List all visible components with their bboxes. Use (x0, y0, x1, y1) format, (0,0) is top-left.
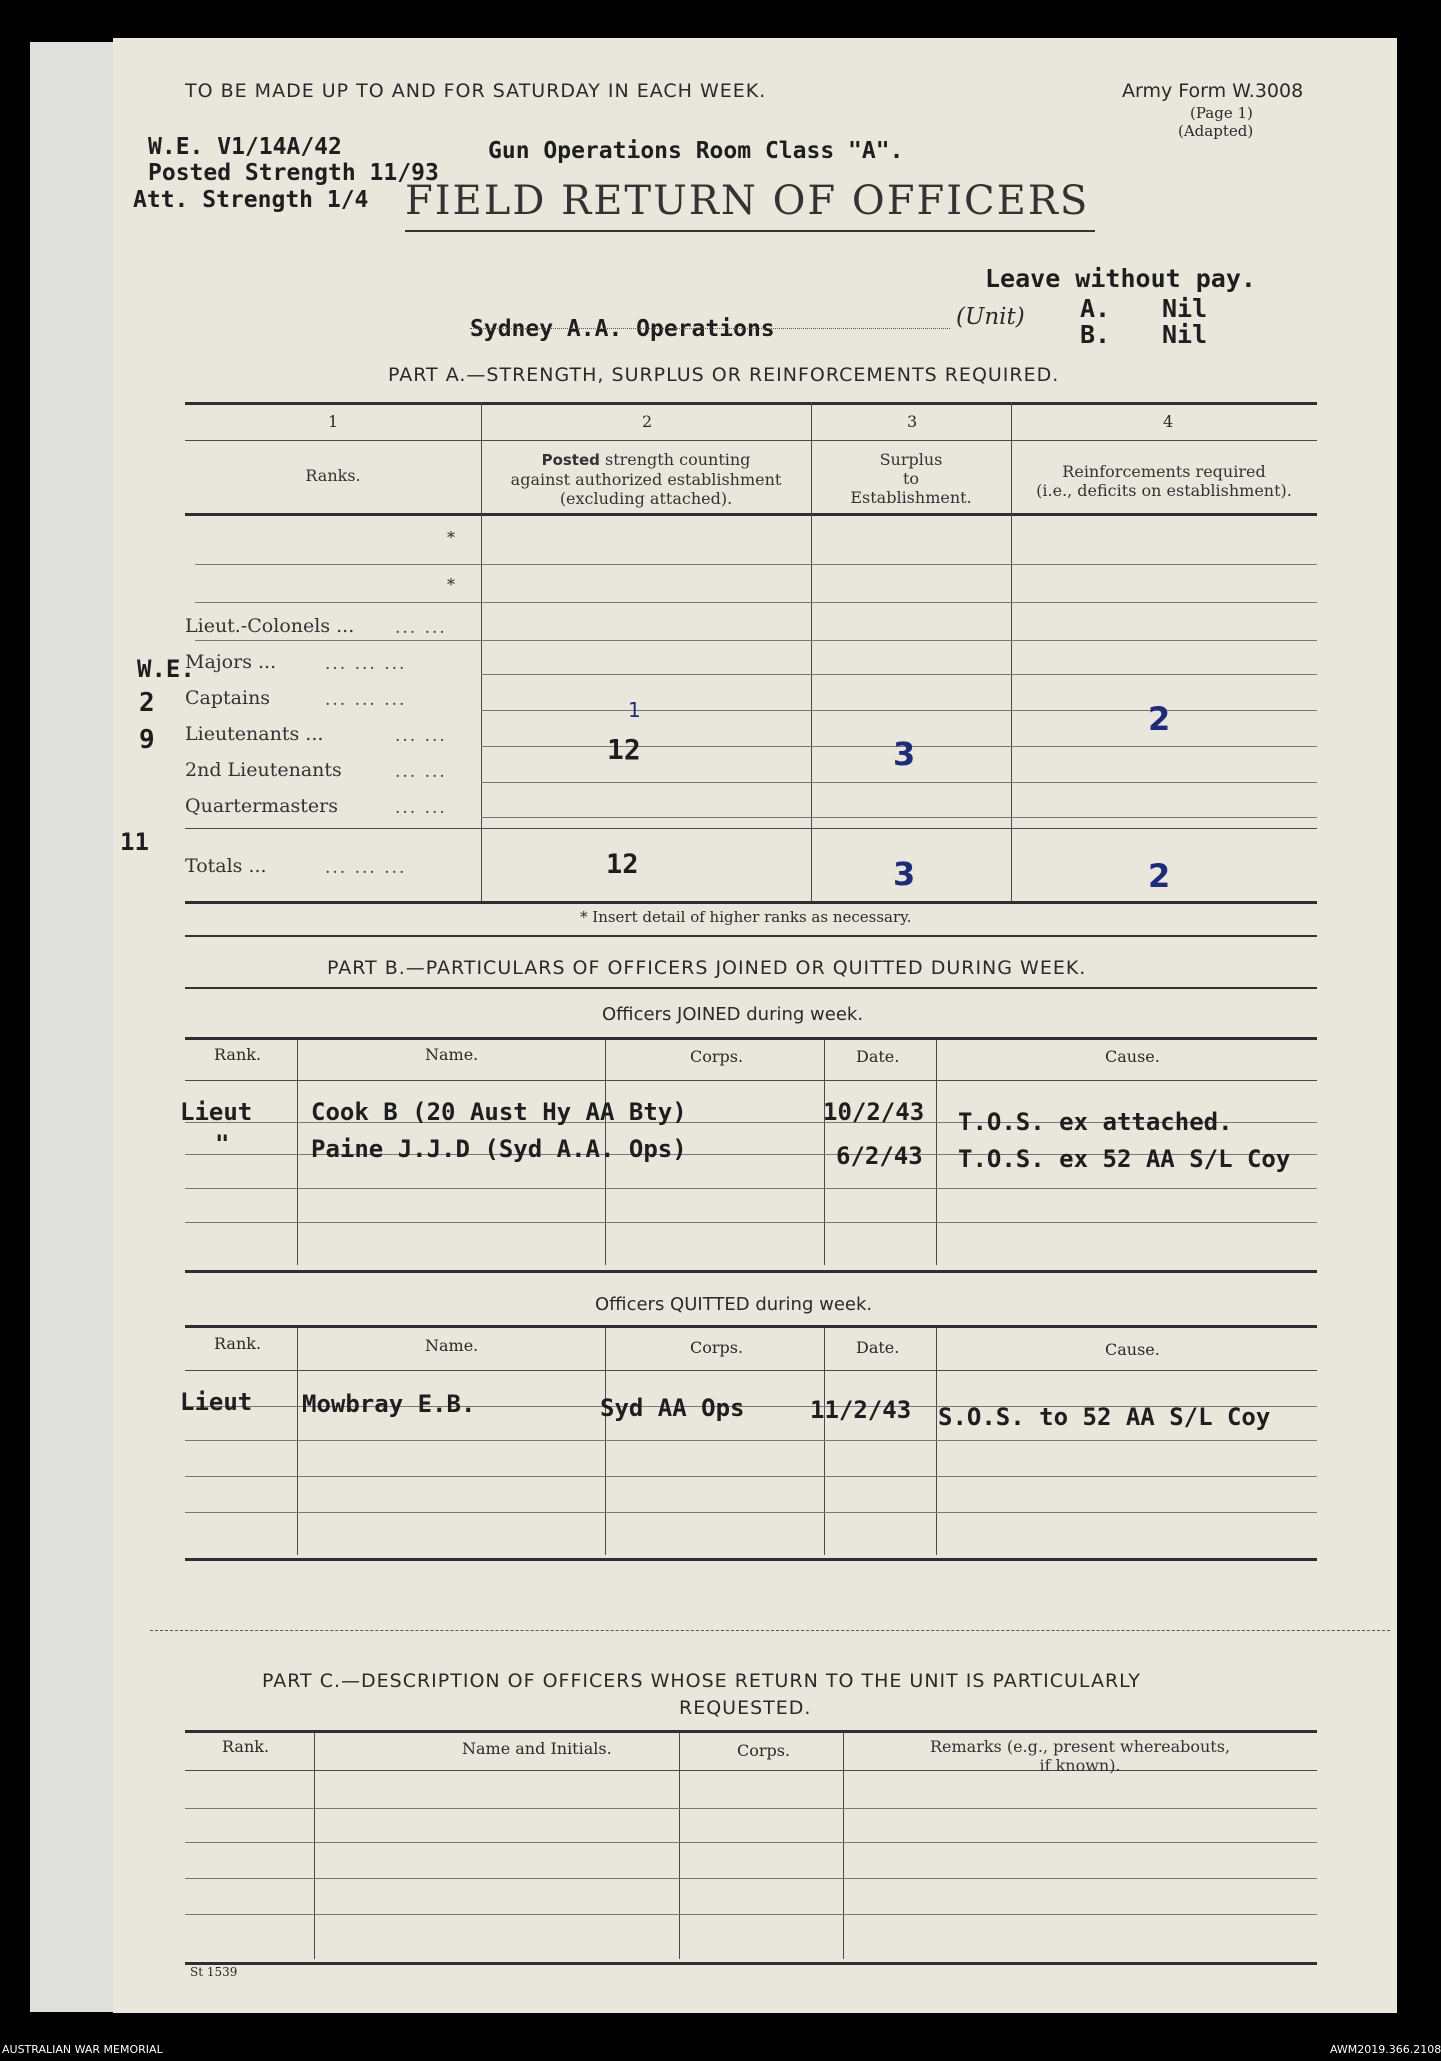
part-b-title-rule (185, 987, 1317, 989)
scan-backing-strip (30, 42, 115, 2012)
unit-label: (Unit) (956, 304, 1025, 330)
joined-row-1-name: Cook B (20 Aust Hy AA Bty) (311, 1098, 687, 1126)
quitted-header-name: Name. (425, 1336, 479, 1355)
quitted-row-1-name: Mowbray E.B. (302, 1390, 476, 1418)
quitted-top-rule (185, 1325, 1317, 1328)
we-total: 11 (120, 828, 149, 856)
stamp-we: W.E. V1/14A/42 (148, 134, 342, 160)
col-surplus-line1: Surplus (879, 450, 943, 469)
quitted-header-cause: Cause. (1105, 1340, 1160, 1359)
leader-dots-3: ... ... ... (325, 690, 407, 710)
row-rule-7 (481, 782, 1317, 783)
quitted-row-1-rank: Lieut (180, 1388, 253, 1416)
stamp-class: Gun Operations Room Class "A". (488, 138, 904, 164)
part-c-row-rule-1 (185, 1808, 1317, 1809)
quitted-col-div-4 (936, 1328, 937, 1555)
archive-accession-number: AWM2019.366.2108 (1330, 2043, 1441, 2056)
total-posted: 12 (606, 849, 639, 880)
archive-credit: AUSTRALIAN WAR MEMORIAL (2, 2043, 163, 2056)
total-reinforcements: 2 (1148, 857, 1171, 895)
part-c-title-line1: PART C.—DESCRIPTION OF OFFICERS WHOSE RETURN TO THE UNIT IS PARTICULARLY (262, 1670, 1141, 1692)
part-c-row-rule-4 (185, 1914, 1317, 1915)
archive-footer-bar (0, 2038, 1441, 2061)
rank-2nd-lieutenants: 2nd Lieutenants (185, 759, 342, 781)
part-c-remarks-line2: if known). (1039, 1756, 1121, 1775)
unit-name: Sydney A.A. Operations (470, 316, 775, 342)
form-number: Army Form W.3008 (1122, 80, 1304, 102)
fold-perforation-line (150, 1630, 1390, 1631)
joined-row-2-date: 6/2/43 (836, 1142, 923, 1170)
instruction-text: TO BE MADE UP TO AND FOR SATURDAY IN EACH WEEK. (185, 80, 767, 102)
joined-col-div-1 (297, 1040, 298, 1265)
col-posted-line2: against authorized establishment (510, 470, 782, 489)
joined-col-div-4 (936, 1040, 937, 1265)
part-c-remarks-line1: Remarks (e.g., present whereabouts, (929, 1737, 1231, 1756)
row-rule-2 (195, 602, 1317, 603)
leave-a-label: A. (1080, 294, 1111, 323)
col-posted-bold: Posted (541, 451, 600, 469)
leader-dots-totals: ... ... ... (325, 858, 407, 878)
col-number-1: 1 (328, 412, 339, 431)
part-c-header-name: Name and Initials. (462, 1739, 612, 1758)
quitted-col-div-2 (605, 1328, 606, 1555)
part-c-col-div-2 (679, 1733, 680, 1959)
leave-title: Leave without pay. (985, 264, 1256, 293)
joined-top-rule (185, 1037, 1317, 1040)
part-c-header-corps: Corps. (737, 1741, 791, 1760)
quitted-col-div-1 (297, 1328, 298, 1555)
part-b-title: PART B.—PARTICULARS OF OFFICERS JOINED OR QUITTED DURING WEEK. (327, 957, 1087, 979)
part-a-footnote: * Insert detail of higher ranks as necessary. (580, 908, 912, 926)
stamp-posted-strength: Posted Strength 11/93 (148, 160, 439, 186)
part-c-header-remarks (843, 1737, 1317, 1775)
lieut-surplus: 3 (893, 735, 916, 773)
total-surplus: 3 (893, 855, 916, 893)
joined-row-2-cause: T.O.S. ex 52 AA S/L Coy (958, 1145, 1291, 1173)
leave-b-label: B. (1080, 320, 1111, 349)
part-a-bottom-rule (185, 901, 1317, 904)
part-c-header-rank: Rank. (222, 1737, 270, 1756)
unit-leader-line (470, 328, 950, 329)
quitted-title: Officers QUITTED during week. (595, 1294, 873, 1315)
title-underline (405, 230, 1095, 232)
quitted-row-rule-4 (185, 1512, 1317, 1513)
joined-header-rank: Rank. (214, 1045, 262, 1064)
row-rule-3 (195, 640, 1317, 641)
rank-captains: Captains (185, 687, 271, 709)
page-number: (Page 1) (1190, 104, 1253, 122)
joined-row-1-date: 10/2/43 (823, 1098, 925, 1126)
rank-lieutenants: Lieutenants ... (185, 723, 324, 745)
col-number-2: 2 (642, 412, 653, 431)
part-a-footnote-rule (185, 935, 1317, 937)
lieut-posted: 12 (607, 733, 641, 766)
adapted-note: (Adapted) (1178, 122, 1254, 140)
col-posted-header (481, 450, 811, 508)
col-number-3: 3 (907, 412, 918, 431)
part-a-header-rule (185, 513, 1317, 516)
leader-dots-4: ... ... (395, 726, 447, 746)
leader-dots-6: ... ... (395, 798, 447, 818)
row-rule-4 (481, 674, 1317, 675)
joined-col-div-3 (824, 1040, 825, 1265)
col-reinforcements-header (1011, 462, 1317, 500)
joined-header-cause: Cause. (1105, 1047, 1160, 1066)
joined-row-2-rank: " (215, 1130, 230, 1158)
we-lieutenants: 9 (139, 725, 155, 755)
asterisk-row-2: * (447, 575, 455, 594)
quitted-header-date: Date. (856, 1338, 900, 1357)
col-ranks-header: Ranks. (305, 466, 361, 485)
captains-reinforcements: 2 (1148, 700, 1171, 738)
quitted-row-rule-3 (185, 1476, 1317, 1477)
quitted-row-1-date: 11/2/43 (810, 1396, 912, 1424)
leader-dots-5: ... ... (395, 762, 447, 782)
we-captains: 2 (139, 688, 155, 718)
quitted-row-1-corps: Syd AA Ops (600, 1394, 745, 1422)
form-title: FIELD RETURN OF OFFICERS (405, 178, 1090, 224)
joined-row-1-rank: Lieut (180, 1098, 253, 1126)
joined-bottom-rule (185, 1270, 1317, 1273)
col-number-4: 4 (1163, 412, 1174, 431)
col-reinf-line2: (i.e., deficits on establishment). (1036, 481, 1292, 500)
leader-dots-1: ... ... (395, 618, 447, 638)
quitted-col-div-3 (824, 1328, 825, 1555)
we-label: W.E. (137, 655, 195, 683)
col-reinf-line1: Reinforcements required (1062, 462, 1266, 481)
part-c-title-line2: REQUESTED. (679, 1697, 812, 1719)
quitted-header-corps: Corps. (690, 1338, 744, 1357)
stamp-att-strength: Att. Strength 1/4 (133, 187, 369, 213)
quitted-header-rank: Rank. (214, 1334, 262, 1353)
joined-row-2-name: Paine J.J.D (Syd A.A. Ops) (311, 1135, 687, 1163)
quitted-bottom-rule (185, 1558, 1317, 1561)
part-a-top-rule (185, 402, 1317, 405)
part-c-bottom-rule (185, 1962, 1317, 1965)
joined-row-rule-3 (185, 1188, 1317, 1189)
part-a-title: PART A.—STRENGTH, SURPLUS OR REINFORCEMENTS REQUIRED. (388, 364, 1060, 386)
row-rule-1 (195, 564, 1317, 565)
col-surplus-line2: to (902, 469, 920, 488)
quitted-header-rule (185, 1370, 1317, 1371)
part-a-number-rule (185, 440, 1317, 441)
asterisk-row-1: * (447, 528, 455, 547)
row-rule-8 (481, 817, 1317, 818)
joined-header-corps: Corps. (690, 1047, 744, 1066)
printer-code: St 1539 (190, 1965, 238, 1979)
leave-b-value: Nil (1162, 320, 1208, 349)
quitted-row-rule-2 (185, 1440, 1317, 1441)
leave-a-value: Nil (1162, 294, 1208, 323)
part-c-row-rule-3 (185, 1878, 1317, 1879)
joined-header-date: Date. (856, 1047, 900, 1066)
col-surplus-line3: Establishment. (850, 488, 972, 507)
joined-header-name: Name. (425, 1045, 479, 1064)
col-posted-line3: (excluding attached). (559, 489, 733, 508)
joined-header-rule (185, 1080, 1317, 1081)
lieut-posted-correction: 1 (628, 698, 641, 722)
joined-row-rule-4 (185, 1222, 1317, 1223)
rank-majors: Majors ... (185, 651, 277, 673)
part-c-row-rule-2 (185, 1842, 1317, 1843)
part-c-col-div-1 (314, 1733, 315, 1959)
leader-dots-2: ... ... ... (325, 654, 407, 674)
joined-row-1-cause: T.O.S. ex attached. (958, 1108, 1233, 1136)
rank-totals: Totals ... (185, 855, 267, 877)
part-c-top-rule (185, 1730, 1317, 1733)
row-rule-5 (481, 710, 1317, 711)
joined-title: Officers JOINED during week. (602, 1004, 864, 1025)
col-posted-line1: strength counting (604, 450, 751, 469)
rank-quartermasters: Quartermasters (185, 795, 338, 817)
totals-top-rule (185, 828, 1317, 829)
quitted-row-1-cause: S.O.S. to 52 AA S/L Coy (938, 1403, 1271, 1431)
rank-lieut-colonels: Lieut.-Colonels ... (185, 615, 355, 637)
col-surplus-header (811, 450, 1011, 507)
